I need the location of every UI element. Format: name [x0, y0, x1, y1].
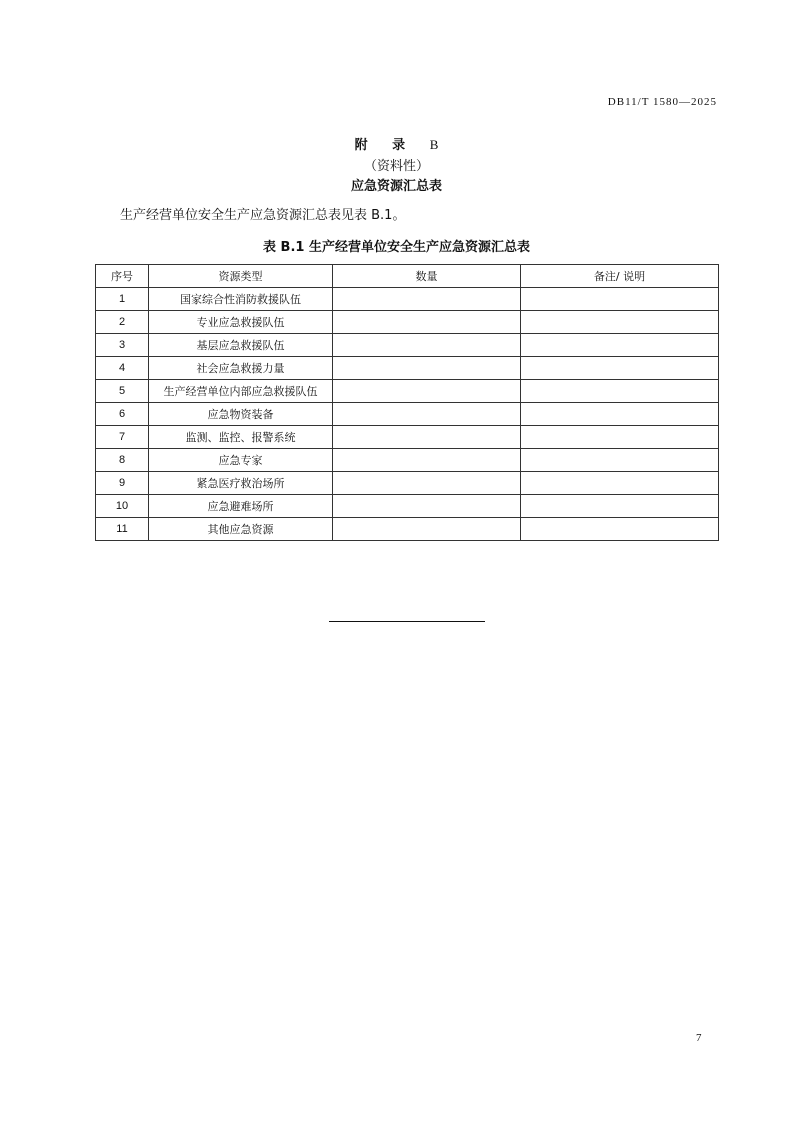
column-header-quantity: 数量 — [333, 265, 521, 288]
table-row — [96, 334, 719, 357]
cell-type: 生产经营单位内部应急救援队伍 — [149, 380, 333, 403]
cell-note — [521, 311, 719, 334]
cell-no: 2 — [96, 311, 149, 334]
cell-quantity — [333, 380, 521, 403]
cell-quantity — [333, 426, 521, 449]
cell-quantity — [333, 311, 521, 334]
cell-type: 应急专家 — [149, 449, 333, 472]
cell-no: 5 — [96, 380, 149, 403]
cell-quantity — [333, 518, 521, 541]
cell-quantity — [333, 403, 521, 426]
cell-quantity — [333, 495, 521, 518]
cell-note — [521, 403, 719, 426]
cell-note — [521, 449, 719, 472]
cell-type: 紧急医疗救治场所 — [149, 472, 333, 495]
cell-type: 国家综合性消防救援队伍 — [149, 288, 333, 311]
end-of-appendix-rule — [329, 621, 485, 622]
cell-note — [521, 334, 719, 357]
cell-no: 8 — [96, 449, 149, 472]
document-code: DB11/T 1580—2025 — [607, 96, 717, 108]
cell-no: 4 — [96, 357, 149, 380]
cell-quantity — [333, 334, 521, 357]
cell-no: 6 — [96, 403, 149, 426]
cell-type: 其他应急资源 — [149, 518, 333, 541]
appendix-label: 附 录 — [354, 138, 416, 153]
cell-note — [521, 380, 719, 403]
table-row — [96, 380, 719, 403]
appendix-heading — [0, 134, 793, 153]
table-row — [96, 288, 719, 311]
cell-no: 11 — [96, 518, 149, 541]
appendix-type: （资料性） — [363, 159, 429, 174]
page-number: 7 — [696, 1032, 702, 1044]
cell-note — [521, 288, 719, 311]
table-row — [96, 357, 719, 380]
cell-quantity — [333, 357, 521, 380]
cell-type: 基层应急救援队伍 — [149, 334, 333, 357]
cell-type: 专业应急救援队伍 — [149, 311, 333, 334]
cell-no: 1 — [96, 288, 149, 311]
cell-no: 3 — [96, 334, 149, 357]
cell-quantity — [333, 288, 521, 311]
column-header-note: 备注/ 说明 — [521, 265, 719, 288]
cell-type: 应急避难场所 — [149, 495, 333, 518]
appendix-letter: B — [429, 137, 439, 152]
cell-no: 10 — [96, 495, 149, 518]
cell-type: 监测、监控、报警系统 — [149, 426, 333, 449]
table-row — [96, 426, 719, 449]
cell-note — [521, 472, 719, 495]
table-row — [96, 518, 719, 541]
column-header-no: 序号 — [96, 265, 149, 288]
cell-no: 7 — [96, 426, 149, 449]
table-row — [96, 403, 719, 426]
column-header-type: 资源类型 — [149, 265, 333, 288]
cell-quantity — [333, 472, 521, 495]
cell-note — [521, 426, 719, 449]
cell-note — [521, 495, 719, 518]
table-header-row — [96, 265, 719, 288]
table-row — [96, 472, 719, 495]
cell-note — [521, 357, 719, 380]
table-caption: 表 B.1 生产经营单位安全生产应急资源汇总表 — [263, 240, 530, 255]
cell-no: 9 — [96, 472, 149, 495]
cell-type: 应急物资装备 — [149, 403, 333, 426]
resource-summary-table — [95, 264, 719, 541]
table-row — [96, 449, 719, 472]
cell-quantity — [333, 449, 521, 472]
table-row — [96, 311, 719, 334]
table-row — [96, 495, 719, 518]
cell-type: 社会应急救援力量 — [149, 357, 333, 380]
intro-paragraph: 生产经营单位安全生产应急资源汇总表见表 B.1。 — [120, 208, 406, 223]
cell-note — [521, 518, 719, 541]
appendix-title: 应急资源汇总表 — [350, 179, 442, 194]
